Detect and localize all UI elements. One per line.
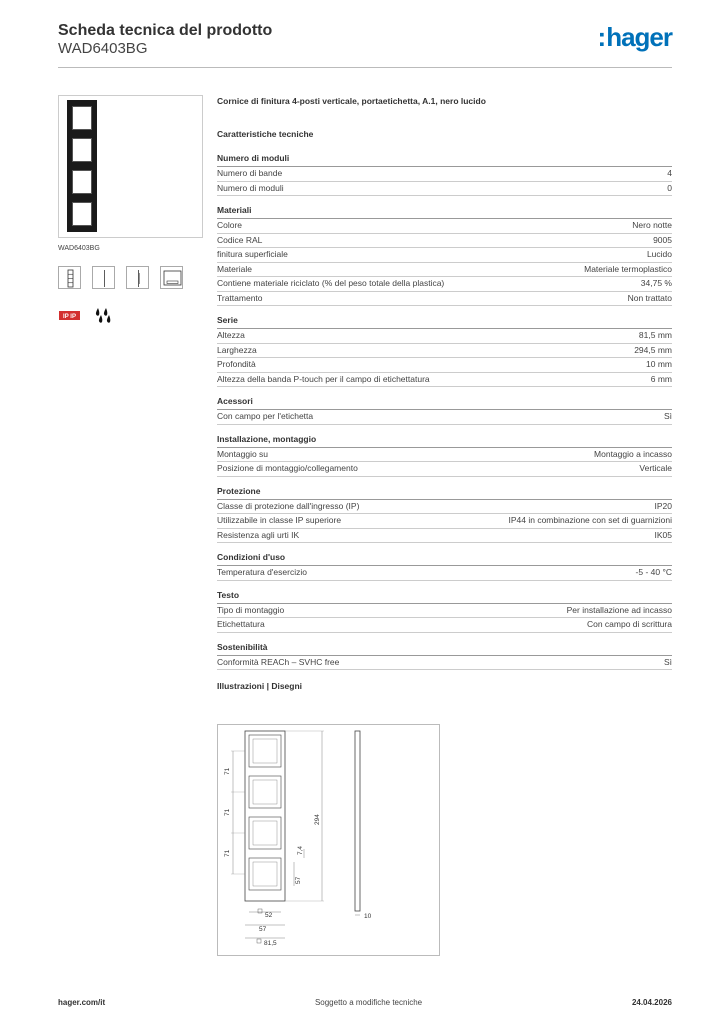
dim-71-c: 71 — [224, 849, 231, 857]
spec-value: Non trattato — [627, 292, 672, 303]
hager-logo — [598, 24, 672, 50]
dim-81-5: 81,5 — [264, 940, 277, 947]
water-drops-icon — [92, 304, 115, 327]
spec-value: 34,75 % — [640, 278, 672, 288]
label-holder-icon — [160, 266, 183, 289]
spec-row — [217, 234, 672, 249]
spec-row — [217, 529, 672, 544]
feature-icons — [58, 266, 203, 289]
spec-value: 9005 — [653, 234, 672, 245]
dim-57-horizontal: 57 — [259, 926, 267, 933]
page-header — [58, 21, 672, 58]
spec-value: Montaggio a incasso — [594, 448, 672, 459]
spec-section — [217, 486, 672, 544]
spec-label: Classe di protezione dall'ingresso (IP) — [217, 500, 360, 511]
spec-row — [217, 514, 672, 529]
spec-section — [217, 205, 672, 306]
spec-value: Lucido — [646, 249, 672, 259]
section-title: Installazione, montaggio — [217, 434, 672, 448]
spec-value: IK05 — [654, 529, 672, 540]
spec-row — [217, 182, 672, 197]
spec-label: Codice RAL — [217, 234, 263, 245]
logo-text: hager — [606, 22, 672, 52]
spec-row — [217, 410, 672, 425]
spec-value: Sì — [663, 411, 672, 421]
spec-value: IP44 in combinazione con set di guarnizioni — [508, 515, 672, 525]
ip-rating-icon — [58, 304, 81, 327]
spec-label: Materiale — [217, 263, 252, 274]
spec-row — [217, 604, 672, 619]
spec-label: Contiene materiale riciclato (% del peso totale della plastica) — [217, 278, 445, 288]
spec-row — [217, 219, 672, 234]
spec-value: 0 — [667, 182, 672, 193]
spec-label: Numero di bande — [217, 168, 283, 178]
spec-value: Materiale termoplastico — [584, 263, 672, 274]
spec-section — [217, 434, 672, 477]
spec-row — [217, 344, 672, 359]
page-footer — [58, 998, 672, 1007]
product-description: Cornice di finitura 4-posti verticale, portaetichetta, A.1, nero lucido — [217, 96, 486, 106]
spec-label: Numero di moduli — [217, 182, 284, 193]
spec-row — [217, 448, 672, 463]
spec-row — [217, 656, 672, 671]
dim-57-vertical: 57 — [295, 876, 302, 884]
dim-71-a: 71 — [224, 767, 231, 775]
spec-label: Altezza — [217, 330, 245, 340]
product-frame-picture — [67, 100, 97, 232]
vertical-mounting-icon — [92, 266, 115, 289]
spec-label: Trattamento — [217, 292, 263, 303]
right-column — [217, 95, 672, 693]
spec-value: Verticale — [639, 463, 672, 473]
dim-71-b: 71 — [224, 808, 231, 816]
spec-value: Con campo di scrittura — [586, 619, 672, 629]
spec-label: Tipo di montaggio — [217, 604, 285, 615]
technical-drawing — [217, 724, 440, 956]
spec-row — [217, 373, 672, 388]
spec-value: 294,5 mm — [634, 344, 672, 355]
section-title: Testo — [217, 590, 672, 604]
vertical-four-gang-icon — [58, 266, 81, 289]
spec-row — [217, 167, 672, 182]
spec-row — [217, 566, 672, 581]
spec-label: Posizione di montaggio/collegamento — [217, 463, 358, 473]
spec-row — [217, 277, 672, 292]
spec-section — [217, 642, 672, 671]
spec-label: Profondità — [217, 359, 256, 369]
footer-disclaimer: Soggetto a modifiche tecniche — [314, 998, 423, 1007]
section-title: Serie — [217, 315, 672, 329]
section-title: Sostenibilità — [217, 642, 672, 656]
spec-value: IP20 — [654, 500, 672, 511]
spec-row — [217, 292, 672, 307]
logo-dots-icon: : — [597, 22, 607, 52]
section-title: Acessori — [217, 396, 672, 410]
spec-section — [217, 153, 672, 196]
illustrations-heading: Illustrazioni | Disegni — [217, 681, 303, 691]
frame-profile-icon — [126, 266, 149, 289]
section-title: Materiali — [217, 205, 672, 219]
spec-value: 4 — [667, 168, 672, 178]
spec-section — [217, 396, 672, 425]
section-title: Numero di moduli — [217, 153, 672, 167]
dim-294: 294 — [314, 814, 321, 825]
spec-label: finitura superficiale — [217, 249, 288, 259]
protection-icons — [58, 304, 203, 327]
spec-label: Resistenza agli urti IK — [217, 529, 300, 540]
svg-text:IP IP: IP IP — [63, 314, 76, 320]
header-divider — [58, 67, 672, 68]
characteristics-heading: Caratteristiche tecniche — [217, 129, 314, 139]
spec-label: Conformità REACh – SVHC free — [217, 656, 340, 667]
spec-label: Colore — [217, 220, 243, 230]
spec-row — [217, 500, 672, 515]
dim-10: 10 — [364, 913, 372, 920]
spec-label: Temperatura d'esercizio — [217, 567, 307, 577]
section-title: Condizioni d'uso — [217, 552, 672, 566]
spec-row — [217, 358, 672, 373]
spec-label: Con campo per l'etichetta — [217, 411, 314, 421]
dim-7-4: 7,4 — [297, 845, 304, 855]
spec-label: Utilizzabile in classe IP superiore — [217, 515, 342, 525]
spec-section — [217, 315, 672, 387]
spec-label: Larghezza — [217, 344, 257, 355]
spec-row — [217, 263, 672, 278]
specs-sections — [217, 153, 672, 670]
spec-row — [217, 618, 672, 633]
spec-value: 81,5 mm — [638, 330, 672, 340]
footer-website: hager.com/it — [58, 998, 106, 1007]
dim-52: 52 — [265, 912, 273, 919]
product-image — [58, 95, 203, 238]
product-caption: WAD6403BG — [58, 245, 100, 252]
spec-row — [217, 329, 672, 344]
spec-value: 10 mm — [646, 359, 672, 369]
spec-label: Etichettatura — [217, 619, 265, 629]
spec-value: Sì — [663, 656, 672, 667]
page-title: Scheda tecnica del prodotto — [58, 22, 273, 39]
spec-value: Nero notte — [632, 220, 672, 230]
spec-section — [217, 552, 672, 581]
spec-section — [217, 590, 672, 633]
spec-row — [217, 248, 672, 263]
spec-label: Altezza della banda P-touch per il campo di etichettatura — [217, 373, 430, 384]
left-column — [58, 95, 203, 327]
spec-value: Per installazione ad incasso — [566, 604, 672, 615]
product-code: WAD6403BG — [58, 40, 148, 57]
section-title: Protezione — [217, 486, 672, 500]
footer-date: 24.04.2026 — [631, 998, 672, 1007]
spec-label: Montaggio su — [217, 448, 269, 459]
spec-value: -5 - 40 °C — [635, 567, 672, 577]
spec-value: 6 mm — [650, 373, 672, 384]
spec-row — [217, 462, 672, 477]
